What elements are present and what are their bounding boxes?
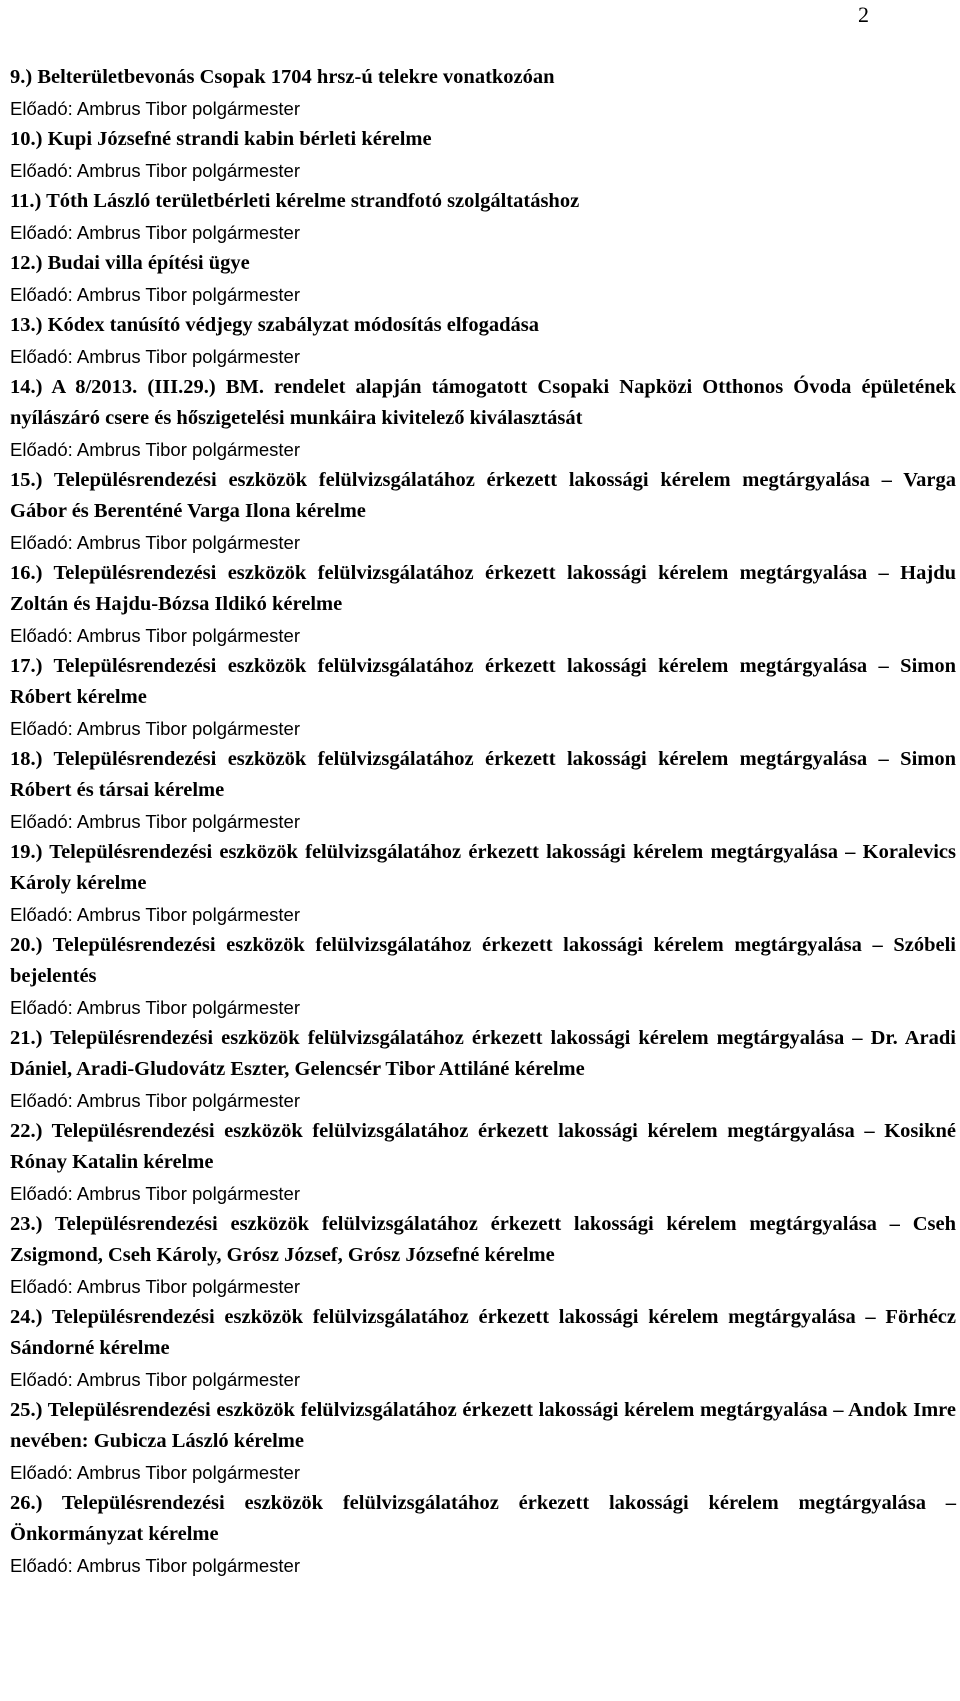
- agenda-item-presenter: Előadó: Ambrus Tibor polgármester: [10, 1555, 300, 1576]
- agenda-item-presenter: Előadó: Ambrus Tibor polgármester: [10, 625, 300, 646]
- agenda-item-title: 25.) Településrendezési eszközök felülvizsgálatához érkezett lakossági kérelem megtárgyalása – Andok Imre nevében: Gubicza László kérelme: [10, 1399, 956, 1452]
- agenda-item-presenter: Előadó: Ambrus Tibor polgármester: [10, 1183, 300, 1204]
- agenda-list: [10, 62, 956, 1581]
- agenda-item-title: 23.) Településrendezési eszközök felülvizsgálatához érkezett lakossági kérelem megtárgyalása – Cseh Zsigmond, Cseh Károly, Grósz József, Grósz Józsefné kérelme: [10, 1213, 956, 1266]
- agenda-item-title: 17.) Településrendezési eszközök felülvizsgálatához érkezett lakossági kérelem megtárgyalása – Simon Róbert kérelme: [10, 655, 956, 708]
- agenda-item-title: 15.) Településrendezési eszközök felülvizsgálatához érkezett lakossági kérelem megtárgyalása – Varga Gábor és Berenténé Varga Ilona kérelme: [10, 469, 956, 522]
- agenda-item-presenter: Előadó: Ambrus Tibor polgármester: [10, 284, 300, 305]
- agenda-item-title: 24.) Településrendezési eszközök felülvizsgálatához érkezett lakossági kérelem megtárgyalása – Förhécz Sándorné kérelme: [10, 1306, 956, 1359]
- agenda-item-title: 22.) Településrendezési eszközök felülvizsgálatához érkezett lakossági kérelem megtárgyalása – Kosikné Rónay Katalin kérelme: [10, 1120, 956, 1173]
- agenda-item-presenter: Előadó: Ambrus Tibor polgármester: [10, 98, 300, 119]
- agenda-item: [10, 124, 956, 186]
- agenda-item-title: 26.) Településrendezési eszközök felülvizsgálatához érkezett lakossági kérelem megtárgyalása – Önkormányzat kérelme: [10, 1492, 956, 1545]
- agenda-item-title: 11.) Tóth László területbérleti kérelme strandfotó szolgáltatáshoz: [10, 190, 580, 212]
- agenda-item-presenter: Előadó: Ambrus Tibor polgármester: [10, 718, 300, 739]
- agenda-item: [10, 248, 956, 310]
- page-number: 2: [858, 2, 869, 27]
- agenda-item-presenter: Előadó: Ambrus Tibor polgármester: [10, 1276, 300, 1297]
- agenda-item: [10, 558, 956, 651]
- agenda-item-title: 14.) A 8/2013. (III.29.) BM. rendelet alapján támogatott Csopaki Napközi Otthonos Óvoda épületének nyílászáró csere és hőszigetelési munkáira kivitelező kiválasztását: [10, 376, 956, 429]
- agenda-item: [10, 1302, 956, 1395]
- agenda-item: [10, 1023, 956, 1116]
- agenda-item-presenter: Előadó: Ambrus Tibor polgármester: [10, 1369, 300, 1390]
- agenda-item-presenter: Előadó: Ambrus Tibor polgármester: [10, 997, 300, 1018]
- agenda-item: [10, 1488, 956, 1581]
- agenda-item-presenter: Előadó: Ambrus Tibor polgármester: [10, 160, 300, 181]
- agenda-item-title: 16.) Településrendezési eszközök felülvizsgálatához érkezett lakossági kérelem megtárgyalása – Hajdu Zoltán és Hajdu-Bózsa Ildikó kérelme: [10, 562, 956, 615]
- agenda-item: [10, 465, 956, 558]
- agenda-item: [10, 651, 956, 744]
- agenda-item: [10, 310, 956, 372]
- agenda-item-title: 20.) Településrendezési eszközök felülvizsgálatához érkezett lakossági kérelem megtárgyalása – Szóbeli bejelentés: [10, 934, 956, 987]
- agenda-item-title: 10.) Kupi Józsefné strandi kabin bérleti kérelme: [10, 128, 432, 150]
- agenda-item: [10, 1116, 956, 1209]
- agenda-item-presenter: Előadó: Ambrus Tibor polgármester: [10, 346, 300, 367]
- agenda-item-title: 12.) Budai villa építési ügye: [10, 252, 250, 274]
- agenda-item-title: 13.) Kódex tanúsító védjegy szabályzat módosítás elfogadása: [10, 314, 540, 336]
- agenda-item: [10, 1395, 956, 1488]
- agenda-item: [10, 186, 956, 248]
- agenda-item: [10, 1209, 956, 1302]
- agenda-item-title: 19.) Településrendezési eszközök felülvizsgálatához érkezett lakossági kérelem megtárgyalása – Koralevics Károly kérelme: [10, 841, 956, 894]
- agenda-item-title: 9.) Belterületbevonás Csopak 1704 hrsz-ú telekre vonatkozóan: [10, 66, 555, 88]
- agenda-item-presenter: Előadó: Ambrus Tibor polgármester: [10, 1090, 300, 1111]
- agenda-item: [10, 62, 956, 124]
- agenda-item: [10, 372, 956, 465]
- agenda-item: [10, 837, 956, 930]
- agenda-item-presenter: Előadó: Ambrus Tibor polgármester: [10, 222, 300, 243]
- agenda-item-presenter: Előadó: Ambrus Tibor polgármester: [10, 439, 300, 460]
- agenda-item-presenter: Előadó: Ambrus Tibor polgármester: [10, 904, 300, 925]
- agenda-item: [10, 744, 956, 837]
- agenda-item-presenter: Előadó: Ambrus Tibor polgármester: [10, 811, 300, 832]
- agenda-item-presenter: Előadó: Ambrus Tibor polgármester: [10, 532, 300, 553]
- agenda-item-title: 21.) Településrendezési eszközök felülvizsgálatához érkezett lakossági kérelem megtárgyalása – Dr. Aradi Dániel, Aradi-Gludovátz Eszter, Gelencsér Tibor Attiláné kérelme: [10, 1027, 956, 1080]
- agenda-item-title: 18.) Településrendezési eszközök felülvizsgálatához érkezett lakossági kérelem megtárgyalása – Simon Róbert és társai kérelme: [10, 748, 956, 801]
- agenda-item-presenter: Előadó: Ambrus Tibor polgármester: [10, 1462, 300, 1483]
- agenda-item: [10, 930, 956, 1023]
